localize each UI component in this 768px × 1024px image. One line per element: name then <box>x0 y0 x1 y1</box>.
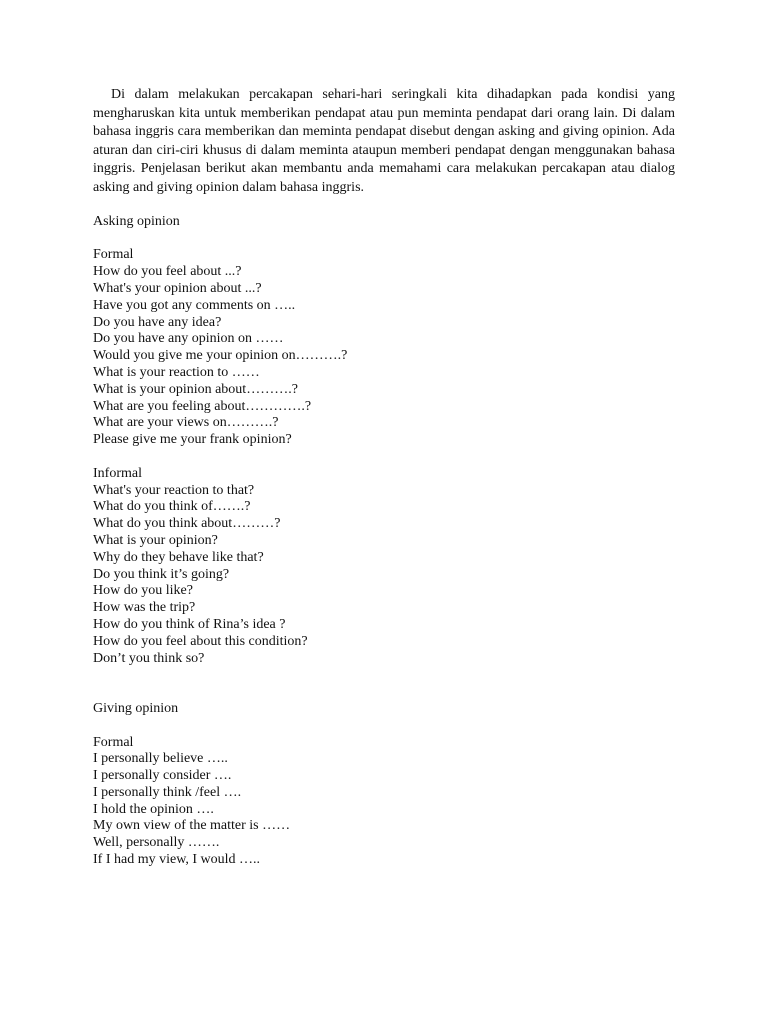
asking-informal-label: Informal <box>93 465 142 481</box>
list-item: What are your views on……….? <box>93 415 279 431</box>
list-item: Would you give me your opinion on……….? <box>93 348 348 364</box>
list-item: Do you think it’s going? <box>93 566 230 582</box>
list-item: I personally believe ….. <box>93 751 228 767</box>
giving-opinion-heading: Giving opinion <box>93 700 179 716</box>
intro-paragraph: Di dalam melakukan percakapan sehari-hari seringkali kita dihadapkan pada kondisi yang mengharuskan kita untuk memberikan pendapat atau pun meminta pendapat dari orang lain. Di dalam bahasa inggris cara memberikan dan meminta pendapat disebut dengan asking and giving opinion. Ada aturan dan ciri-ciri khusus di dalam meminta ataupun memberi pendapat dengan menggunakan bahasa inggris. Penjelasan berikut akan membantu anda memahami cara melakukan percakapan atau dialog asking and giving opinion dalam bahasa inggris. <box>93 87 675 195</box>
list-item: What is your reaction to …… <box>93 364 260 380</box>
list-item: What is your opinion about……….? <box>93 381 298 397</box>
list-item: My own view of the matter is …… <box>93 818 291 834</box>
asking-informal-list <box>93 483 675 668</box>
list-item: What do you think of…….? <box>93 499 251 515</box>
list-item: I personally consider …. <box>93 768 232 784</box>
list-item: What are you feeling about………….? <box>93 398 312 414</box>
giving-formal-label: Formal <box>93 734 134 750</box>
list-item: How do you think of Rina’s idea ? <box>93 616 286 632</box>
list-item: Have you got any comments on ….. <box>93 297 296 313</box>
list-item: What do you think about………? <box>93 516 281 532</box>
list-item: Well, personally ……. <box>93 835 220 851</box>
list-item: How was the trip? <box>93 600 196 616</box>
list-item: Do you have any opinion on …… <box>93 331 284 347</box>
list-item: How do you feel about this condition? <box>93 633 308 649</box>
asking-formal-label: Formal <box>93 247 134 263</box>
list-item: Please give me your frank opinion? <box>93 432 292 448</box>
list-item: What's your reaction to that? <box>93 482 255 498</box>
document-page <box>93 86 675 869</box>
list-item: I hold the opinion …. <box>93 801 214 817</box>
list-item: Do you have any idea? <box>93 314 222 330</box>
asking-opinion-heading: Asking opinion <box>93 213 180 229</box>
asking-formal-list <box>93 264 675 449</box>
list-item: Why do they behave like that? <box>93 549 264 565</box>
list-item: What's your opinion about ...? <box>93 280 262 296</box>
list-item: How do you like? <box>93 583 193 599</box>
list-item: If I had my view, I would ….. <box>93 852 261 868</box>
giving-formal-list <box>93 751 675 869</box>
list-item: I personally think /feel …. <box>93 784 242 800</box>
list-item: How do you feel about ...? <box>93 264 242 280</box>
list-item: What is your opinion? <box>93 532 218 548</box>
list-item: Don’t you think so? <box>93 650 205 666</box>
